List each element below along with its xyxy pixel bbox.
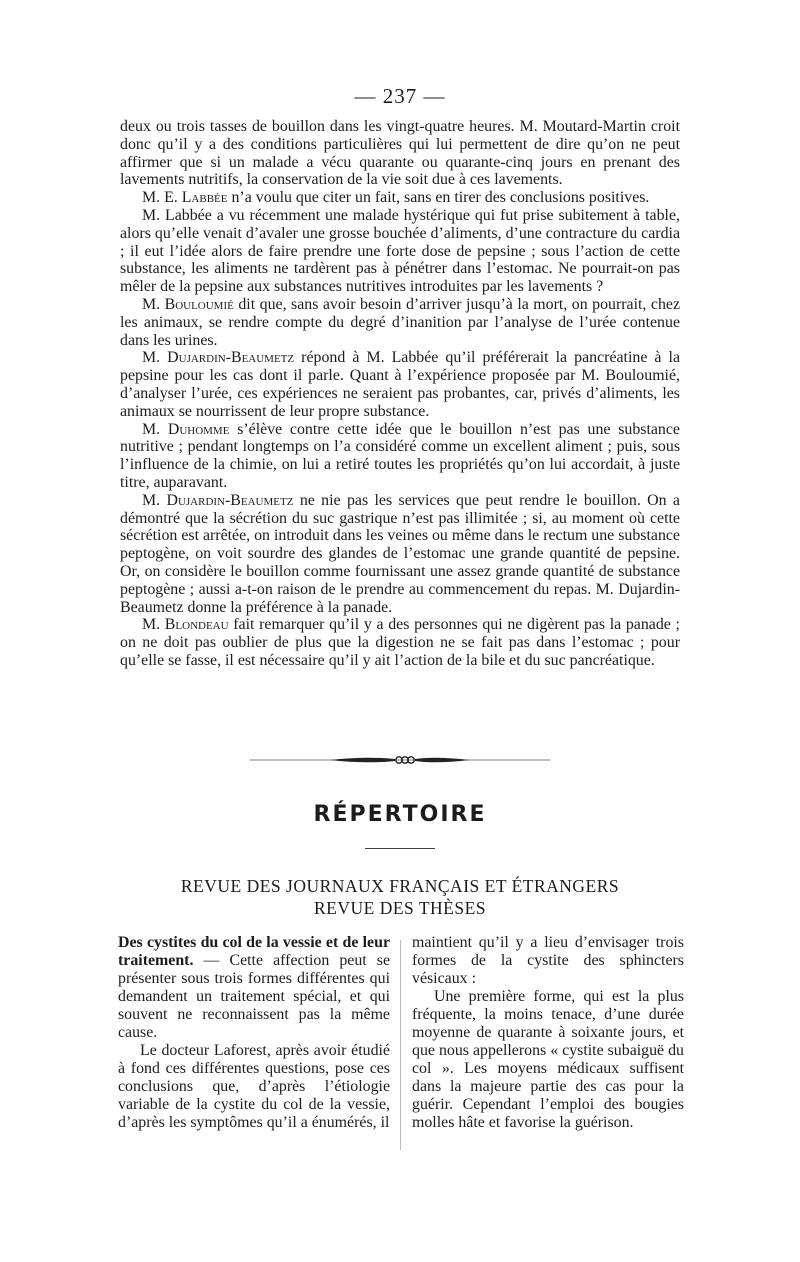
paragraph: M. Dujardin-Beaumetz répond à M. Labbée qu’il préférerait la pancréatine à la pepsine pour les cas dont il parle. Quant à l’expérience proposée par M. Bouloumié, d’analyser l’urée, ces expériences ne seraient pas probantes, car, privés d’aliments, les animaux se nourrissent de leur propre substance. — [120, 349, 680, 420]
right-column — [412, 934, 684, 1132]
paragraph: M. Blondeau fait remarquer qu’il y a des personnes qui ne digèrent pas la panade ; on ne doit pas oublier de plus que la digestion ne se fait pas dans l’estomac ; pour qu’elle se fasse, il est nécessaire qu’il y ait l’action de la bile et du suc pancréatique. — [120, 616, 680, 669]
paragraph: M. Labbée a vu récemment une malade hystérique qui fut prise subitement à table, alors qu’elle venait d’avaler une grosse bouchée d’aliments, d’une contracture du cardia ; il eut l’idée alors de faire prendre une forte dose de pepsine ; sous l’action de cette substance, les aliments ne tardèrent pas à pénétrer dans l’estomac. Ne pourrait-on pas mêler de la pepsine aux substances nutritives introduites par les lavements ? — [120, 206, 680, 296]
speaker-name: M. E. Labbée — [142, 189, 228, 207]
left-column — [118, 934, 390, 1132]
subheading-theses: REVUE DES THÈSES — [314, 898, 486, 918]
article-title: Des cystites du col de la vessie et de leur traitement. — [118, 934, 390, 969]
speaker-name: M. Dujardin-Beaumetz — [142, 491, 294, 509]
speaker-name: M. Dujardin-Beaumetz — [142, 349, 295, 367]
speaker-name: M. Duhomme — [142, 420, 230, 438]
subheading-journals: REVUE DES JOURNAUX FRANÇAIS ET ÉTRANGERS — [180, 876, 620, 896]
paragraph: M. Dujardin-Beaumetz ne nie pas les services que peut rendre le bouillon. On a démontré que la sécrétion du suc gastrique n’est pas illimitée ; si, au moment où cette sécrétion est arrêtée, on introduit dans les veines ou même dans le rectum une substance peptogène, on voit sourdre des glandes de l’estomac une grande quantité de pepsine. Or, on considère le bouillon comme fournissant une assez grande quantité de substance peptogène ; aussi a-t-on raison de le prendre au commencement du repas. M. Dujardin-Beaumetz donne la préférence à la panade. — [120, 491, 680, 616]
paragraph: deux ou trois tasses de bouillon dans les vingt-quatre heures. M. Moutard-Martin croit donc qu’il y a des conditions particulières qui lui permettent de dire qu’on ne peut affirmer que si un malade a vécu quarante ou quarante-cinq jours en prenant des lavements nutritifs, la conservation de la vie soit due à ces lavements. — [120, 118, 680, 189]
page-number: — 237 — — [354, 84, 446, 108]
paragraph: M. E. Labbée n’a voulu que citer un fait, sans en tirer des conclusions positives. — [142, 189, 650, 207]
divider — [365, 848, 435, 849]
article-intro: Des cystites du col de la vessie et de leur traitement. — Cette affection peut se présenter sous trois formes différentes qui demandent un traitement spécial, et qui souvent ne reconnaissent pas la même cause. — [118, 934, 390, 1041]
column-separator — [400, 940, 401, 1150]
discussion-text — [120, 118, 680, 670]
section-title: RÉPERTOIRE — [313, 802, 487, 827]
paragraph: maintient qu’il y a lieu d’envisager trois formes de la cystite des sphincters vésicaux : — [412, 934, 684, 987]
paragraph: Une première forme, qui est la plus fréquente, la moins tenace, d’une durée moyenne de quarante à soixante jours, et que nous appellerons « cystite subaiguë du col ». Les moyens médicaux suffisent dans la majeure partie des cas pour la guérir. Cependant l’emploi des bougies molles hâte et favorise la guérison. — [412, 988, 684, 1131]
speaker-name: M. Blondeau — [142, 616, 229, 634]
ornament-divider-icon — [250, 750, 550, 770]
paragraph: Le docteur Laforest, après avoir étudié à fond ces différentes questions, pose ces conclusions que, d’après l’étiologie variable de la cystite du col de la vessie, d’après les symptômes qu’il a énumérés, il — [118, 1042, 390, 1131]
paragraph: M. Bouloumié dit que, sans avoir besoin d’arriver jusqu’à la mort, on pourrait, chez les animaux, se rendre compte du degré d’inanition par l’analyse de l’urée contenue dans les urines. — [120, 295, 680, 349]
paragraph: M. Duhomme s’élève contre cette idée que le bouillon n’est pas une substance nutritive ; pendant longtemps on l’a considéré comme un excellent aliment ; puis, sous l’influence de la chimie, on lui a retiré toutes les propriétés qu’on lui accordait, à juste titre, auparavant. — [120, 420, 680, 491]
speaker-name: M. Bouloumié — [142, 295, 234, 313]
